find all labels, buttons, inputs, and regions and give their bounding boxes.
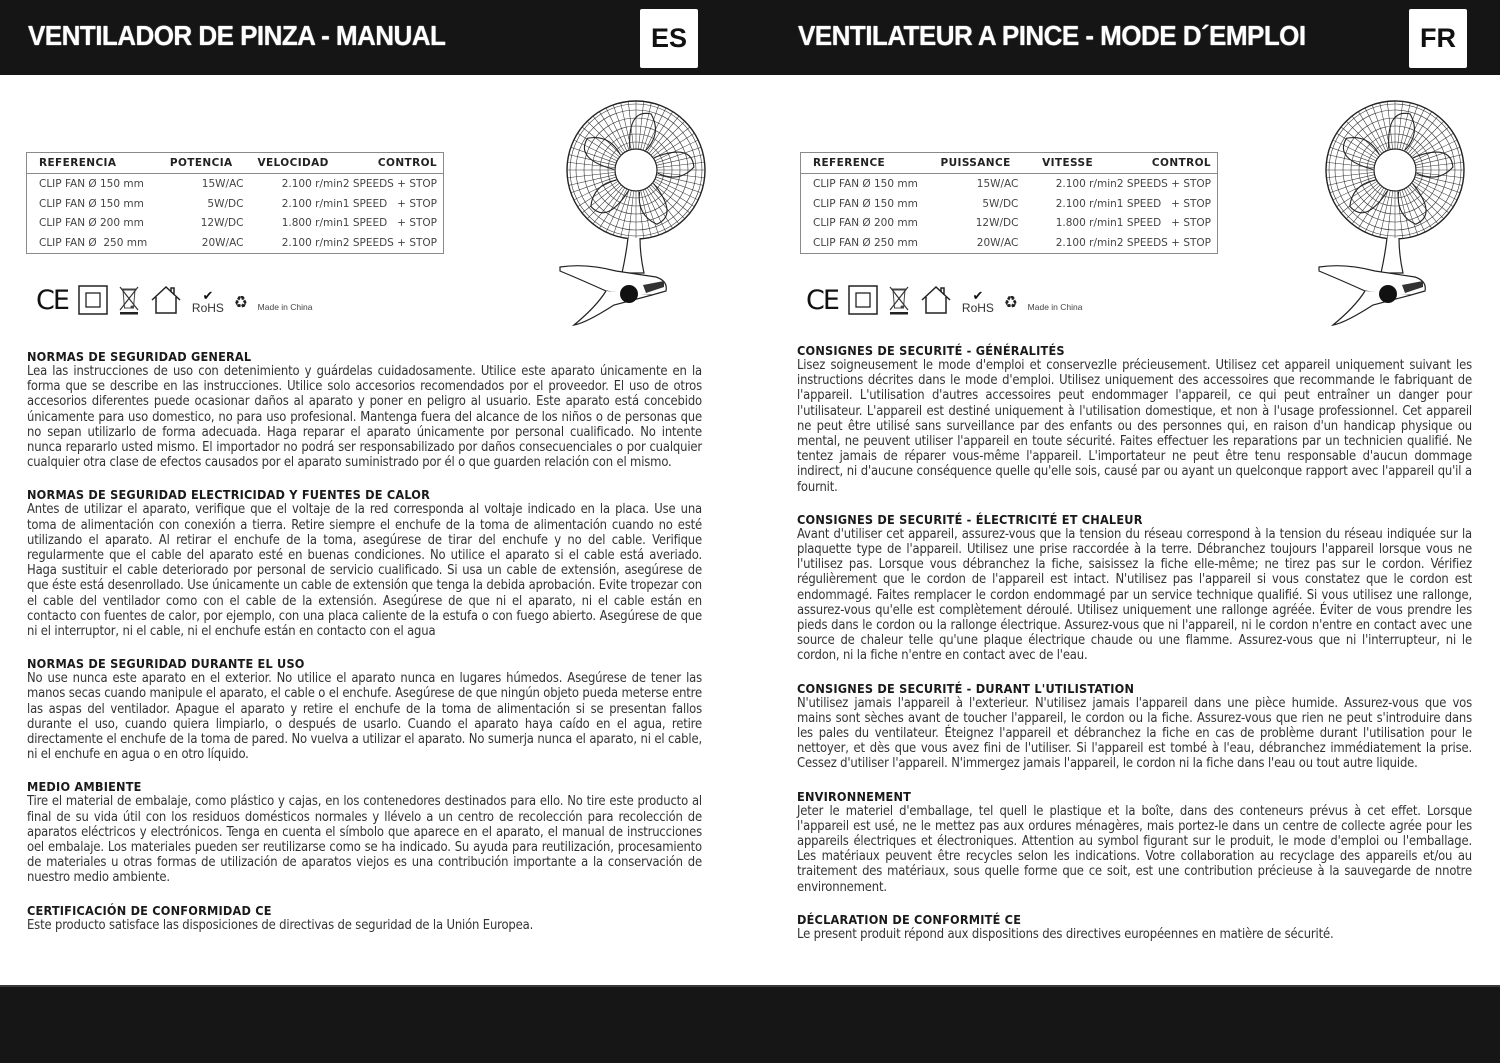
table-cell: 12W/DC xyxy=(200,217,244,230)
section-heading: NORMAS DE SEGURIDAD ELECTRICIDAD Y FUENTES DE CALOR xyxy=(27,487,431,503)
table-cell: 1.800 r/min xyxy=(1055,217,1117,230)
table-cell: 2 SPEEDS + STOP xyxy=(1116,237,1211,250)
table-cell: 20W/AC xyxy=(201,237,244,250)
table-cell: CLIP FAN Ø 200 mm xyxy=(813,217,918,230)
section-usage-safety xyxy=(797,681,1472,772)
section-body: No use nunca este aparato en el exterior. No utilice el aparato nunca en lugares húmedos. Asegúrese de tener las manos secas cuando manipule el aparato, el cable o el enchufe. Asegúrese de que ningún objeto pueda meterse entre las aspas del ventilador. Apague el aparato y retire el enchufe de la toma de alimentación si se presentan fallos durante el uso, cuando quiera limpiarlo, o después de usarlo. Cuando el aparato haya caído en el agua, retire directamente el enchufe de la toma de pared. No vuelva a utilizar el aparato. No sumerja nunca el aparato, ni el cable, ni el enchufe en agua o en otro líquido. xyxy=(27,671,702,763)
table-cell: 12W/DC xyxy=(975,217,1019,230)
fan-neck xyxy=(1381,238,1403,273)
section-general-safety xyxy=(27,349,702,470)
language-badge: FR xyxy=(1409,9,1467,68)
clip-hinge xyxy=(620,285,638,303)
table-cell: 2.100 r/min xyxy=(281,237,343,250)
section-heading: CONSIGNES DE SECURITÉ - ÉLECTRICITÉ ET CHALEUR xyxy=(797,511,1143,527)
column-header: CONTROL xyxy=(1117,153,1218,174)
section-ce-conformity xyxy=(797,912,1472,942)
indoor-use-house-icon xyxy=(920,285,952,315)
section-general-safety xyxy=(797,343,1472,495)
clip-hinge xyxy=(1379,285,1397,303)
section-heading: ENVIRONNEMENT xyxy=(797,788,912,804)
section-environment xyxy=(797,789,1472,895)
clip-fan-illustration xyxy=(1315,95,1475,330)
table-cell: 2.100 r/min xyxy=(1055,177,1117,190)
fan-neck xyxy=(622,238,644,273)
ce-mark-icon: CE xyxy=(36,284,68,316)
column-header: POTENCIA xyxy=(159,153,243,174)
table-row xyxy=(801,194,1218,214)
section-heading: CERTIFICACIÓN DE CONFORMIDAD CE xyxy=(27,902,272,918)
table-cell: CLIP FAN Ø 250 mm xyxy=(39,237,148,250)
section-electrical-safety xyxy=(27,487,702,639)
recycle-icon: ♻ xyxy=(233,293,248,313)
table-row xyxy=(27,233,444,253)
section-heading: NORMAS DE SEGURIDAD DURANTE EL USO xyxy=(27,656,305,672)
certification-marks xyxy=(806,282,1092,318)
section-body: Este producto satisface las disposiciones de directivas de seguridad de la Unión Europea. xyxy=(27,917,534,933)
rohs-label: RoHS xyxy=(191,301,224,315)
table-cell: 2 SPEEDS + STOP xyxy=(342,177,437,190)
section-body: Jeter le materiel d'emballage, tel quell le plastique et la boîte, dans des conteneurs prévus à cet effet. Lorsque l'appareil est usé, ne le mettez pas aux ordures ménagères, mais portez-le dans un centre de collecte agrée pour les appareils électriques et électroniques. Attention au symbol figurant sur le produit, le mode d'emploi ou l'emballage. Les matériaux peuvent être recycles selon les indications. Votre collaboration au recyclage des appareils et/ou au traitement des matériaux, sous quelle forme que ce soit, est une contribution précieuse à la sauvegarde de nnotre environnement. xyxy=(797,803,1472,895)
section-heading: MEDIO AMBIENTE xyxy=(27,779,142,795)
indoor-use-house-icon xyxy=(150,285,182,315)
section-heading: DÉCLARATION DE CONFORMITÉ CE xyxy=(797,911,1022,927)
column-header: VELOCIDAD xyxy=(243,153,342,174)
table-cell: CLIP FAN Ø 150 mm xyxy=(813,197,918,210)
clip-lower-jaw xyxy=(1333,291,1411,325)
rohs-label: RoHS xyxy=(961,301,994,315)
section-body: Avant d'utiliser cet appareil, assurez-vous que la tension du réseau correspond à la tension du réseau indiquée sur la plaquette type de l'appareil. Utilisez une prise raccordée à la terre. Débranchez toujours l'appareil lorsque vous ne l'utilisez pas. Lorsque vous débranchez la fiche, saisissez la fiche elle-même; ne tirez pas sur le cordon. Vérifiez régulièrement que le cordon de l'appareil est intact. N'utilisez pas l'appareil si vous constatez que le cordon est endommagé. Faites remplacer le cordon endommagé par un service technique qualifié. Si vous utilisez une rallonge, assurez-vous qu'elle est complètement déroulé. Utilisez uniquement une rallonge agréée. Éviter de vous prendre les pieds dans le cordon ou la rallonge électrique. Assurez-vous que ni l'appareil, ni le cordon n'entre en contact avec une source de chaleur telle qu'une plaque électrique chaude ou une flamme. Assurez-vous que ni l'interrupteur, ni le cordon, ni la fiche n'entre en contact avec de l'eau. xyxy=(797,526,1472,664)
page-spanish xyxy=(0,0,750,985)
section-body: Antes de utilizar el aparato, verifique que el voltaje de la red corresponda al voltaje indicado en la placa. Use una toma de alimentación con conexión a tierra. Retire siempre el enchufe de la toma de alimentación cuando no esté utilizando el aparato. Al retirar el enchufe de la toma, asegúrese de tirar del enchufe y no del cable. Verifique regularmente que el cable del aparato esté en buenas condiciones. No utilice el aparato si el cable está averiado. Haga sustituir el cable deteriorado por personal de servicio cualificado. Si usa un cable de extensión, asegúrese de que éste está desenrollado. Use únicamente un cable de extensión que tenga la debida aprobación. Evite tropezar con el cable del ventilador como con el cable de la extensión. Asegúrese de que ni el aparato, ni el cable están en contacto con fuentes de calor, por ejemplo, con una placa caliente de la estufa o con fuego abierto. Asegúrese de que ni el interruptor, ni el cable, ni el enchufe están en contacto con el agua xyxy=(27,502,702,640)
table-row xyxy=(801,174,1218,194)
table-row xyxy=(27,213,444,233)
double-insulation-icon xyxy=(848,285,878,315)
rohs-icon xyxy=(192,290,224,314)
table-cell: 1 SPEED + STOP xyxy=(1116,217,1211,230)
table-cell: CLIP FAN Ø 250 mm xyxy=(813,237,918,250)
table-header-row xyxy=(27,153,444,174)
section-heading: CONSIGNES DE SECURITÉ - GÉNÉRALITÉS xyxy=(797,343,1065,358)
clip-fan-illustration xyxy=(556,95,716,330)
made-in-label: Made in China xyxy=(1027,302,1083,312)
table-cell: 20W/AC xyxy=(976,237,1019,250)
weee-bin-icon xyxy=(888,284,910,316)
made-in-label: Made in China xyxy=(257,302,313,312)
table-cell: 1 SPEED + STOP xyxy=(1116,197,1211,210)
recycle-icon: ♻ xyxy=(1003,293,1018,313)
spec-table xyxy=(26,152,444,254)
table-cell: 5W/DC xyxy=(982,197,1019,210)
table-cell: CLIP FAN Ø 200 mm xyxy=(39,217,144,230)
fan-hub xyxy=(1374,149,1416,191)
table-cell: 1.800 r/min xyxy=(281,217,343,230)
section-body: Lea las instrucciones de uso con detenimiento y guárdelas cuidadosamente. Utilice este aparato únicamente en la forma que se describe en las instrucciones. Utilice solo accesorios recomendados por el proveedor. El uso de otros accesorios diferentes puede ocasionar daños al aparato y poner en peligro al usuario. Este aparato está concebido únicamente para uso domestico, no para uso profesional. Mantenga fuera del alcance de los niños o de personas que no sepan utilizarlo de forma adecuada. Haga reparar el aparato únicamente por personal cualificado. No intente nunca repararlo usted mismo. El importador no podrá ser responsabilizado por daños consecuenciales o por cualquier cualquier otra clase de efectos causados por el aparato suministrado por él o que guarden relación con el mismo. xyxy=(27,364,702,471)
section-body: N'utilisez jamais l'appareil à l'exterieur. N'utilisez jamais l'appareil dans une pièce humide. Assurez-vous que vos mains sont sèches avant de toucher l'appareil, le cordon ou la fiche. Assurez-vous que rien ne peut s'introduire dans les pales du ventilateur. Éteignez l'appareil et débranchez la fiche en cas de problème durant l'utilisation pour le nettoyer, et dès que vous avez fini de l'utiliser. Si l'appareil est tombé à l'eau, débranchez immédiatement la prise. Cessez d'utiliser l'appareil. N'immergez jamais l'appareil, le cordon ni la fiche dans l'eau ou tout autre liquide. xyxy=(797,695,1472,772)
column-header: CONTROL xyxy=(343,153,444,174)
table-cell: CLIP FAN Ø 150 mm xyxy=(39,177,144,190)
table-cell: 5W/DC xyxy=(207,197,244,210)
table-row xyxy=(801,233,1218,253)
safety-sections xyxy=(797,343,1472,959)
clip-lower-jaw xyxy=(574,291,652,325)
table-cell: CLIP FAN Ø 150 mm xyxy=(39,197,144,210)
page-title: VENTILATEUR A PINCE - MODE D´EMPLOI xyxy=(798,20,1306,51)
table-row xyxy=(801,213,1218,233)
safety-sections xyxy=(27,349,702,950)
rohs-icon xyxy=(962,290,994,314)
table-cell: 15W/AC xyxy=(976,177,1019,190)
column-header: VITESSE xyxy=(1018,153,1116,174)
table-cell: 2 SPEEDS + STOP xyxy=(342,237,437,250)
table-cell: 2.100 r/min xyxy=(1055,237,1117,250)
column-header: PUISSANCE xyxy=(933,153,1019,174)
section-body: Lisez soigneusement le mode d'emploi et conservezlle précieusement. Utilisez cet appareil uniquement suivant les instructions décrites dans le mode d'emploi. Utilisez uniquement des accessoires que recommande le fabriquant de l'appareil. L'utilisation d'autres accessoires peut endommager l'appareil, ce qui peut entraîner un danger pour l'utilisateur. L'appareil est destiné uniquement à l'utilisation domestique, et non à l'usage professionnel. Cet appareil ne peut être utilisé sans surveillance par des enfants ou des personnes qui, en raison d'un handicap physique ou mental, ne peuvent utiliser l'appareil en toute sécurité. Faites effectuer les reparations par un technicien qualifié. Ne tentez jamais de réparer vous-même l'appareil. L'importateur ne peut être tenu responsable d'aucun dommage indirect, ni d'aucune conséquence quelle qu'elle sois, causé par ou ayant un quelconque rapport avec l'appareil qu'il a fournit. xyxy=(797,358,1472,495)
section-heading: NORMAS DE SEGURIDAD GENERAL xyxy=(27,349,252,364)
section-body: Tire el material de embalaje, como plástico y cajas, en los contenedores destinados para ello. No tire este producto al final de su vida útil con los residuos domésticos normales y llévelo a un centro de recolección para recolección de aparatos eléctricos y electrónicos. Tenga en cuenta el símbolo que aparece en el aparato, el manual de instrucciones oel embalaje. Los materiales pueden ser reutilizarse como se ha indicado. Su ayuda para reutilización, procesamiento de materiales u otras formas de utilización de aparatos viejos es una contribución importante a la conservación de nuestro medio ambiente. xyxy=(27,794,702,886)
ce-mark-icon: CE xyxy=(806,284,838,316)
section-environment xyxy=(27,779,702,885)
page-title: VENTILADOR DE PINZA - MANUAL xyxy=(28,20,446,51)
section-ce-conformity xyxy=(27,903,702,933)
table-header-row xyxy=(801,153,1218,174)
table-cell: 2.100 r/min xyxy=(1055,197,1117,210)
table-cell: 1 SPEED + STOP xyxy=(342,217,437,230)
spec-table xyxy=(800,152,1218,254)
section-body: Le present produit répond aux dispositions des directives européennes en matière de sécurité. xyxy=(797,926,1334,942)
fan-hub xyxy=(615,149,657,191)
table-cell: CLIP FAN Ø 150 mm xyxy=(813,177,918,190)
section-usage-safety xyxy=(27,656,702,762)
section-heading: CONSIGNES DE SECURITÉ - DURANT L'UTILISTATION xyxy=(797,680,1135,696)
checkmark-icon: ✔ xyxy=(972,288,984,303)
table-cell: 15W/AC xyxy=(201,177,244,190)
certification-marks xyxy=(36,282,322,318)
language-badge: ES xyxy=(640,9,698,68)
table-cell: 2.100 r/min xyxy=(281,177,343,190)
checkmark-icon: ✔ xyxy=(202,288,214,303)
table-cell: 2 SPEEDS + STOP xyxy=(1116,177,1211,190)
table-row xyxy=(27,174,444,194)
footer-bar xyxy=(0,985,1500,1063)
table-row xyxy=(27,194,444,214)
page-french xyxy=(770,0,1500,985)
table-cell: 1 SPEED + STOP xyxy=(342,197,437,210)
section-electrical-safety xyxy=(797,512,1472,664)
table-cell: 2.100 r/min xyxy=(281,197,343,210)
column-header: REFERENCE xyxy=(801,153,933,174)
double-insulation-icon xyxy=(78,285,108,315)
column-header: REFERENCIA xyxy=(27,153,160,174)
weee-bin-icon xyxy=(118,284,140,316)
